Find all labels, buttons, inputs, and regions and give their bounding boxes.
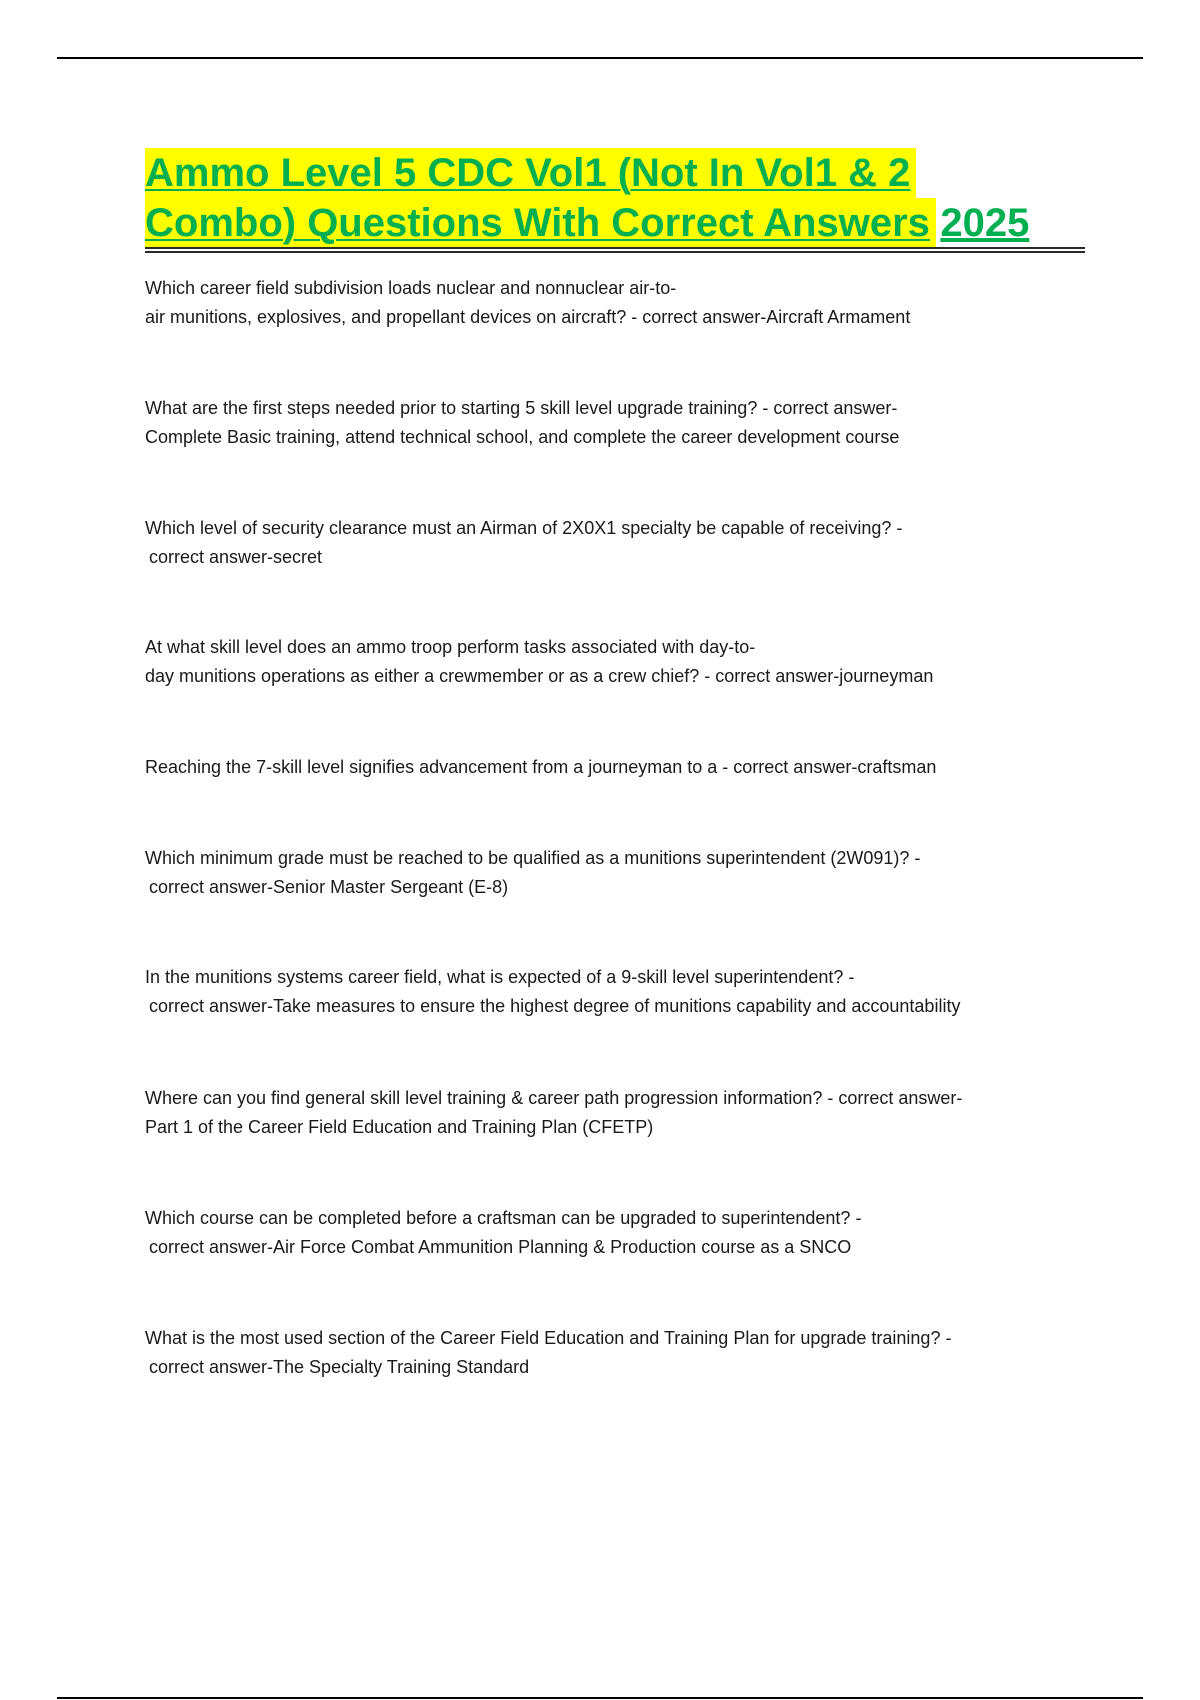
answer-line: air munitions, explosives, and propellant devices on aircraft? - correct answer-Aircraft Armament [145, 307, 911, 327]
question-line: What is the most used section of the Career Field Education and Training Plan for upgrade training? - [145, 1328, 952, 1348]
title-line-1: Ammo Level 5 CDC Vol1 (Not In Vol1 & 2 [145, 148, 916, 198]
qa-item [145, 514, 1085, 572]
qa-item [145, 1324, 1085, 1382]
question-line: Which course can be completed before a craftsman can be upgraded to superintendent? - [145, 1208, 862, 1228]
title-line-2: Combo) Questions With Correct Answers [145, 198, 936, 248]
answer-line: correct answer-secret [149, 547, 323, 567]
page-bottom-rule [57, 1697, 1143, 1699]
answer-line: correct answer-The Specialty Training Standard [149, 1357, 530, 1377]
title-underline-rules [145, 247, 1085, 253]
qa-item [145, 274, 1085, 332]
question-line: Which career field subdivision loads nuclear and nonnuclear air-to- [145, 278, 677, 298]
answer-line: Complete Basic training, attend technical school, and complete the career development course [145, 427, 900, 447]
qa-item [145, 753, 1085, 782]
qa-item [145, 1204, 1085, 1262]
answer-line: correct answer-Take measures to ensure the highest degree of munitions capability and accountability [149, 996, 961, 1016]
question-line: Reaching the 7-skill level signifies advancement from a journeyman to a - correct answer-craftsman [145, 757, 937, 777]
question-line: In the munitions systems career field, what is expected of a 9-skill level superintendent? - [145, 967, 855, 987]
answer-line: Part 1 of the Career Field Education and Training Plan (CFETP) [145, 1117, 654, 1137]
answer-line: day munitions operations as either a crewmember or as a crew chief? - correct answer-journeyman [145, 666, 934, 686]
answer-line: correct answer-Air Force Combat Ammunition Planning & Production course as a SNCO [149, 1237, 852, 1257]
question-line: Which level of security clearance must an Airman of 2X0X1 specialty be capable of receiving? - [145, 518, 903, 538]
question-line: What are the first steps needed prior to starting 5 skill level upgrade training? - correct answer- [145, 398, 898, 418]
page-top-rule [57, 57, 1143, 59]
document-title [145, 148, 1145, 248]
question-line: Which minimum grade must be reached to be qualified as a munitions superintendent (2W091)? - [145, 848, 921, 868]
answer-line: correct answer-Senior Master Sergeant (E-8) [149, 877, 509, 897]
qa-item [145, 1084, 1085, 1142]
qa-item [145, 844, 1085, 902]
question-line: Where can you find general skill level training & career path progression information? - correct answer- [145, 1088, 963, 1108]
title-year: 2025 [940, 201, 1030, 245]
qa-item [145, 633, 1085, 691]
question-line: At what skill level does an ammo troop perform tasks associated with day-to- [145, 637, 756, 657]
qa-item [145, 963, 1085, 1021]
qa-item [145, 394, 1085, 452]
